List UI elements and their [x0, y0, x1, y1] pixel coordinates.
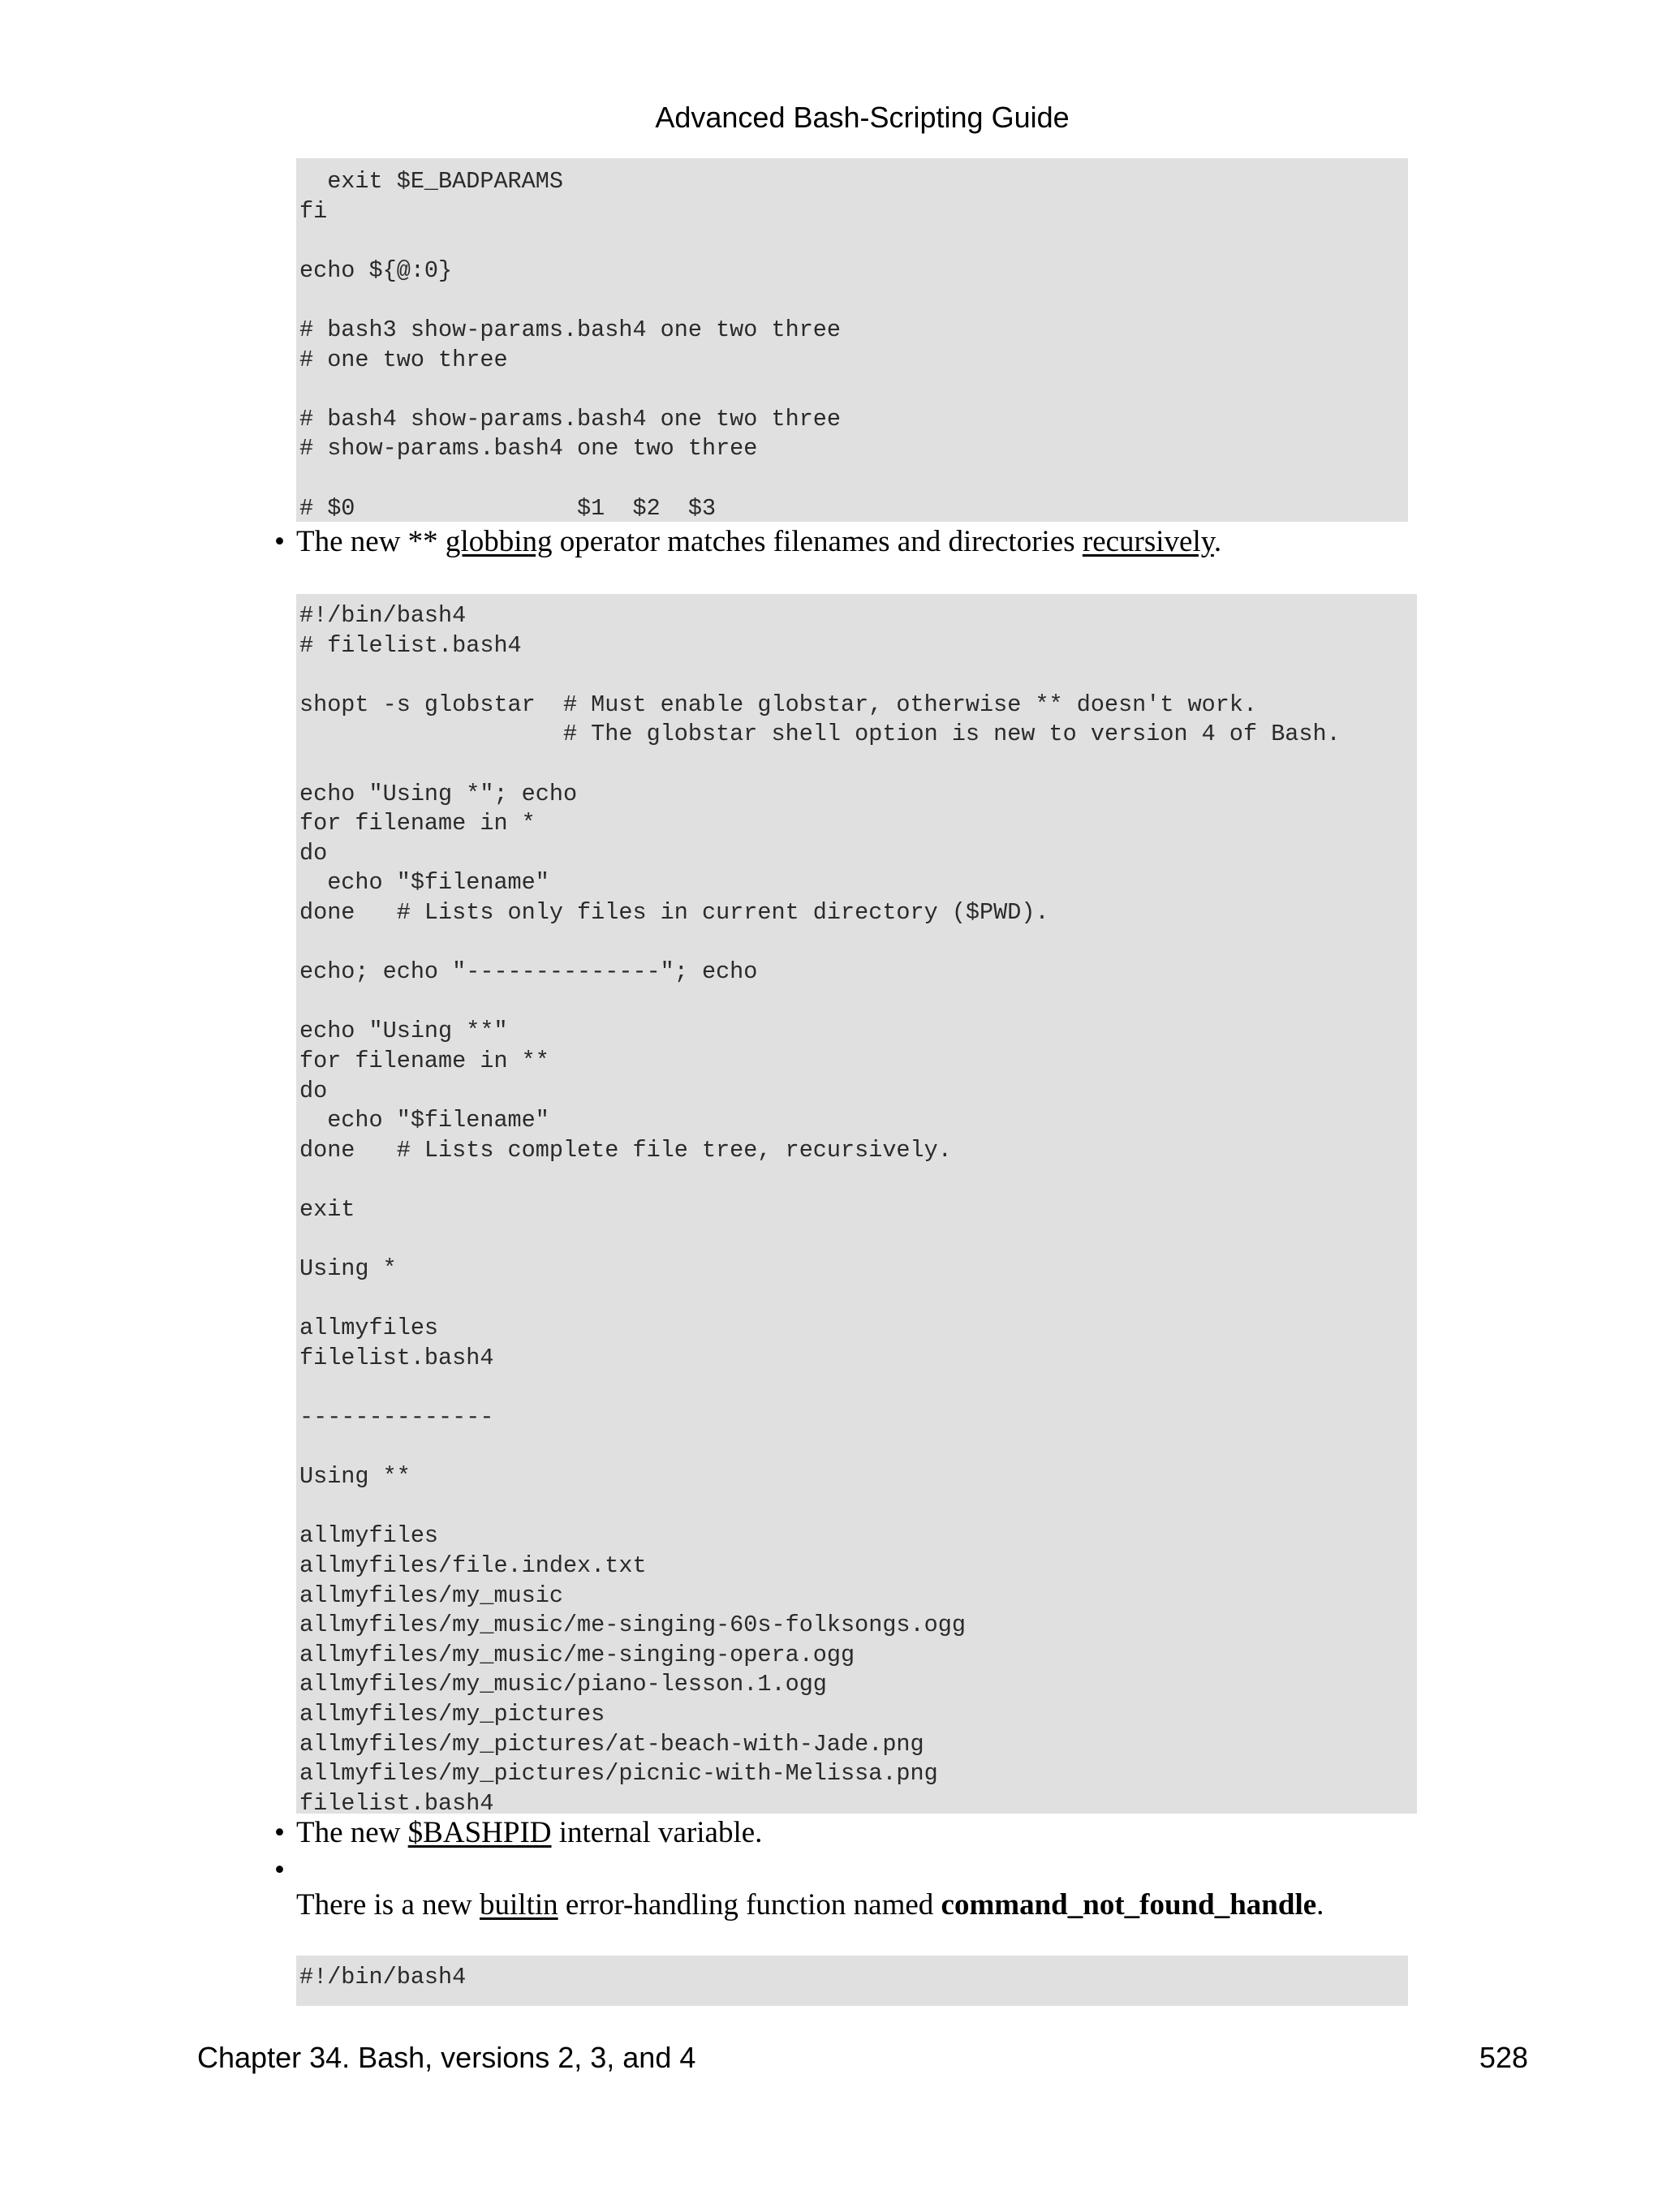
recursively-link[interactable]: recursively — [1082, 525, 1214, 558]
bullet-icon: • — [274, 1816, 285, 1849]
bullet-icon: • — [274, 1853, 285, 1887]
bashpid-link[interactable]: $BASHPID — [407, 1816, 552, 1849]
code-block-show-params: exit $E_BADPARAMS fi echo ${@:0} # bash3 show-params.bash4 one two three # one two three # bash4 show-params.bash4 one two three # show-params.bash4 one two three # $0 $1 $2 $3 — [296, 158, 1408, 522]
footer-chapter: Chapter 34. Bash, versions 2, 3, and 4 — [197, 2041, 696, 2074]
builtin-link[interactable]: builtin — [480, 1888, 558, 1922]
list-item-text: The new ** globbing operator matches filenames and directories recursively. — [296, 525, 1222, 558]
page-number: 528 — [1479, 2041, 1528, 2074]
function-name: command_not_found_handle — [941, 1888, 1317, 1922]
code-block-filelist: #!/bin/bash4 # filelist.bash4 shopt -s globstar # Must enable globstar, otherwise ** doesn't work. # The globstar shell option is new to version 4 of Bash. echo "Using *"; echo for filename in * do echo "$filename" done # Lists only files in current directory ($PWD). echo; echo "--------------"; echo echo "Using **" for filename in ** do echo "$filename" done # Lists complete file tree, recursively. exit Using * allmyfiles filelist.bash4 -------------- Using ** allmyfiles allmyfiles/file.index.txt allmyfiles/my_music allmyfiles/my_music/me-singing-60s-folksongs.ogg allmyfiles/my_music/me-singing-opera.ogg allmyfiles/my_music/piano-lesson.1.ogg allmyfiles/my_pictures allmyfiles/my_pictures/at-beach-with-Jade.png allmyfiles/my_pictures/picnic-with-Melissa.png filelist.bash4 — [296, 594, 1417, 1814]
page-header: Advanced Bash-Scripting Guide — [655, 101, 1070, 134]
bullet-icon: • — [274, 525, 285, 558]
list-item-text: The new $BASHPID internal variable. — [296, 1816, 763, 1849]
command-not-found-paragraph: There is a new builtin error-handling function named command_not_found_handle. — [296, 1888, 1324, 1922]
globbing-link[interactable]: globbing — [445, 525, 553, 558]
code-block-command-not-found: #!/bin/bash4 — [296, 1956, 1408, 2006]
